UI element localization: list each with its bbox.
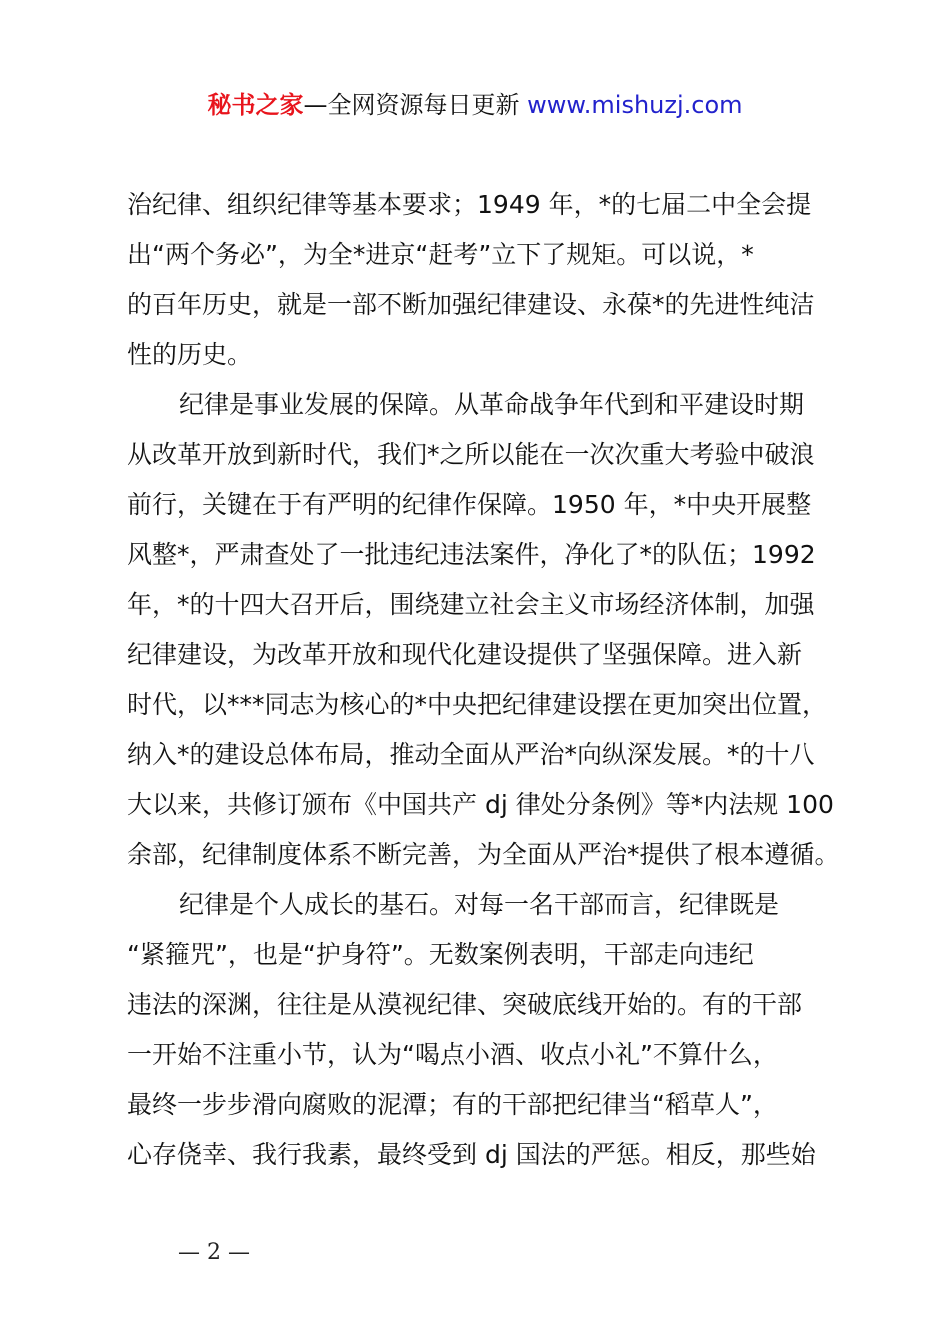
text-line: “紧箍咒”，也是“护身符”。无数案例表明，干部走向违纪 — [127, 940, 754, 969]
site-header — [0, 88, 950, 122]
text-line: 出“两个务必”，为全*进京“赶考”立下了规矩。可以说，* — [127, 240, 754, 269]
page-number: — 2 — — [178, 1240, 250, 1265]
text-line: 治纪律、组织纪律等基本要求；1949 年，*的七届二中全会提 — [127, 190, 812, 219]
text-line: 年，*的十四大召开后，围绕建立社会主义市场经济体制，加强 — [127, 590, 815, 619]
text-line: 性的历史。 — [127, 340, 253, 369]
text-line: 时代，以***同志为核心的*中央把纪律建设摆在更加突出位置， — [127, 690, 828, 719]
text-line: 最终一步步滑向腐败的泥潭；有的干部把纪律当“稻草人”， — [127, 1090, 778, 1119]
site-brand: 秘书之家 — [207, 91, 304, 119]
text-line: 违法的深渊，往往是从漠视纪律、突破底线开始的。有的干部 — [127, 990, 803, 1019]
site-tagline: —全网资源每日更新 — [303, 91, 520, 119]
paragraph-start-line: 纪律是事业发展的保障。从革命战争年代到和平建设时期 — [179, 390, 805, 419]
text-line: 从改革开放到新时代，我们*之所以能在一次次重大考验中破浪 — [127, 440, 815, 469]
document-body — [127, 180, 840, 1180]
text-line: 余部，纪律制度体系不断完善，为全面从严治*提供了根本遵循。 — [127, 840, 840, 869]
text-line: 纪律建设，为改革开放和现代化建设提供了坚强保障。进入新 — [127, 640, 803, 669]
text-line: 心存侥幸、我行我素，最终受到 dj 国法的严惩。相反，那些始 — [127, 1140, 816, 1169]
text-line: 的百年历史，就是一部不断加强纪律建设、永葆*的先进性纯洁 — [127, 290, 815, 319]
text-line: 风整*，严肃查处了一批违纪违法案件，净化了*的队伍；1992 — [127, 540, 816, 569]
text-line: 前行，关键在于有严明的纪律作保障。1950 年，*中央开展整 — [127, 490, 812, 519]
text-line: 大以来，共修订颁布《中国共产 dj 律处分条例》等*内法规 100 — [127, 790, 834, 819]
text-line: 纳入*的建设总体布局，推动全面从严治*向纵深发展。*的十八 — [127, 740, 815, 769]
paragraph-start-line: 纪律是个人成长的基石。对每一名干部而言，纪律既是 — [179, 890, 780, 919]
site-url: www.mishuzj.com — [519, 91, 743, 119]
text-line: 一开始不注重小节，认为“喝点小酒、收点小礼”不算什么， — [127, 1040, 778, 1069]
